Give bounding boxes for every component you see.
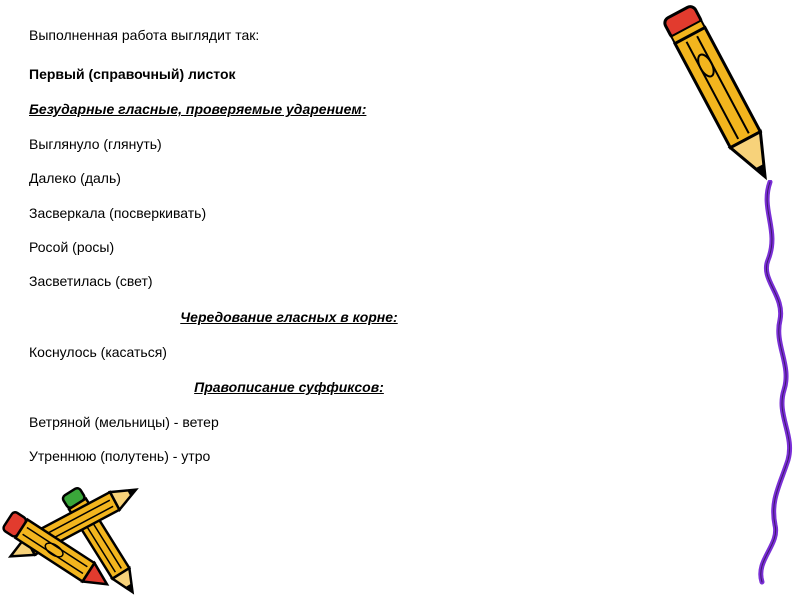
intro-text: Выполненная работа выглядит так: [29,27,260,43]
section-heading-suffix-spelling: Правописание суффиксов: [194,379,384,395]
list-item: Коснулось (касаться) [29,344,167,360]
list-item: Засветилась (свет) [29,273,153,289]
crossed-pencils-icon [0,484,165,596]
list-item: Утреннюю (полутень) - утро [29,448,211,464]
sheet-title: Первый (справочный) листок [29,66,236,82]
section-heading-unstressed-vowels: Безударные гласные, проверяемые ударением: [29,101,367,117]
list-item: Далеко (даль) [29,170,121,186]
purple-squiggle-icon [740,180,800,585]
list-item: Засверкала (посверкивать) [29,205,207,221]
list-item: Ветряной (мельницы) - ветер [29,414,219,430]
list-item: Выглянуло (глянуть) [29,136,162,152]
section-heading-vowel-alternation: Чередование гласных в корне: [180,309,398,325]
pencil-icon [660,0,790,190]
list-item: Росой (росы) [29,239,115,255]
